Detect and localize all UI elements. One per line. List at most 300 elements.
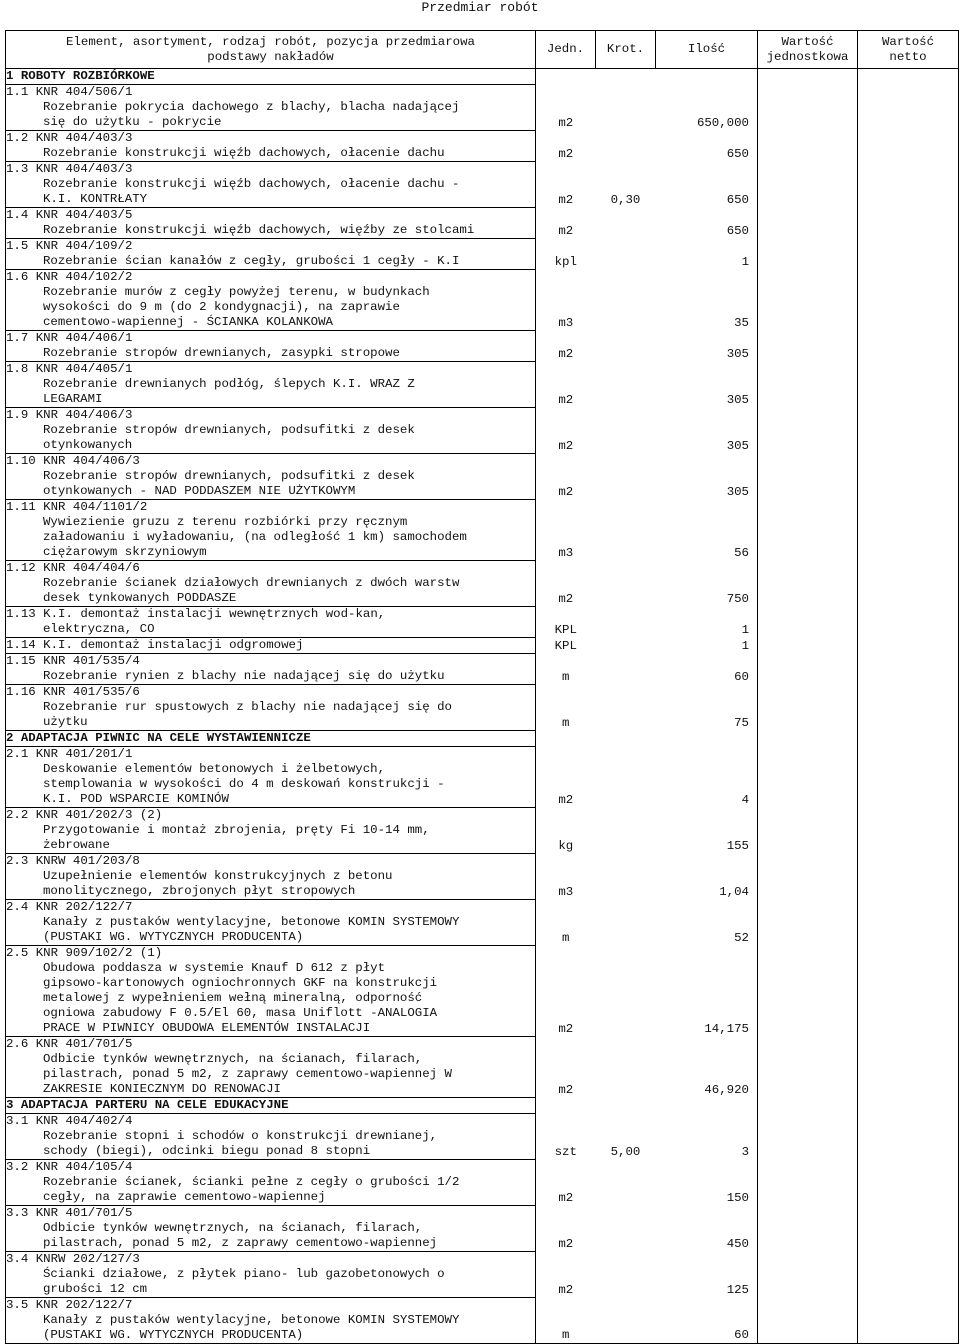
- section-empty-cell: [758, 731, 858, 747]
- item-description-cell: [6, 946, 536, 1037]
- item-description-line: Deskowanie elementów betonowych i żelbetowych,: [43, 762, 386, 776]
- item-code: 2.6 KNR 401/701/5: [6, 1037, 133, 1051]
- item-unit-value: [758, 854, 858, 900]
- item-net-value: [858, 239, 959, 270]
- item-description-cell: [6, 607, 536, 638]
- item-net-value: [858, 208, 959, 239]
- item-unit: m2: [558, 346, 574, 361]
- table-row: [6, 162, 959, 208]
- item-unit: m2: [558, 1282, 574, 1297]
- item-description-line: schody (biegi), odcinki biegu ponad 8 stopni: [43, 1144, 371, 1158]
- table-row: [6, 131, 959, 162]
- item-description-line: (PUSTAKI WG. WYTYCZNYCH PRODUCENTA): [43, 930, 304, 944]
- item-unit: m2: [558, 484, 574, 499]
- item-multiplier: [596, 1328, 656, 1343]
- item-unit: m3: [558, 315, 574, 330]
- item-description-line: Wywiezienie gruzu z terenu rozbiórki przy ręcznym: [43, 515, 408, 529]
- item-net-value: [858, 638, 959, 654]
- table-row: [6, 747, 959, 808]
- item-description-line: otynkowanych: [43, 438, 133, 452]
- header-element: Element, asortyment, rodzaj robót, pozycja przedmiarowa podstawy nakładów: [6, 31, 536, 69]
- item-description-cell: [6, 454, 536, 500]
- item-net-value: [858, 131, 959, 162]
- header-multiplier: Krot.: [596, 31, 656, 69]
- item-quantity: 35: [734, 315, 749, 330]
- item-unit-value: [758, 454, 858, 500]
- item-code: 1.5 KNR 404/109/2: [6, 239, 133, 253]
- section-empty-cell: [858, 731, 959, 747]
- item-description-line: Rozebranie ścianek, ścianki pełne z cegły o grubości 1/2: [43, 1175, 460, 1189]
- item-unit-value: [758, 808, 858, 854]
- item-quantity: 60: [734, 1328, 749, 1342]
- item-quantity: 305: [726, 438, 749, 453]
- item-description-cell: [6, 561, 536, 607]
- section-title: 2 ADAPTACJA PIWNIC NA CELE WYSTAWIENNICZE: [6, 731, 536, 747]
- section-empty-cell: [536, 731, 596, 747]
- item-multiplier: [596, 393, 656, 408]
- item-quantity: 650: [726, 192, 749, 207]
- table-row: [6, 685, 959, 731]
- item-quantity: 650: [726, 223, 749, 238]
- item-description-line: metalowej z wypełnieniem wełną mineralną, odporność: [43, 991, 423, 1005]
- item-description-line: Rozebranie konstrukcji więźb dachowych, ołacenie dachu -: [43, 177, 460, 191]
- section-empty-cell: [656, 731, 758, 747]
- item-unit-value: [758, 85, 858, 131]
- item-unit: m2: [558, 146, 574, 161]
- table-body: [6, 69, 959, 1344]
- item-net-value: [858, 331, 959, 362]
- item-multiplier: [596, 1022, 656, 1037]
- item-unit: m2: [558, 1236, 574, 1251]
- item-description-line: użytku: [43, 715, 88, 729]
- item-description-cell: [6, 654, 536, 685]
- item-code: 1.14 K.I. demontaż instalacji odgromowej: [6, 638, 304, 652]
- header-net-value: Wartość netto: [858, 31, 959, 69]
- item-description-line: Uzupełnienie elementów konstrukcyjnych z betonu: [43, 869, 393, 883]
- item-multiplier: [596, 147, 656, 162]
- item-unit: m2: [558, 1082, 574, 1097]
- section-empty-cell: [536, 69, 596, 85]
- item-code: 1.9 KNR 404/406/3: [6, 408, 133, 422]
- table-row: [6, 331, 959, 362]
- item-unit-value: [758, 946, 858, 1037]
- item-multiplier: [596, 716, 656, 731]
- item-description-cell: [6, 270, 536, 331]
- item-description-cell: [6, 208, 536, 239]
- item-multiplier: [596, 592, 656, 607]
- item-unit-value: [758, 239, 858, 270]
- item-quantity: 1: [741, 622, 749, 637]
- item-net-value: [858, 362, 959, 408]
- item-code: 1.7 KNR 404/406/1: [6, 331, 133, 345]
- item-description-line: Odbicie tynków wewnętrznych, na ścianach, filarach,: [43, 1052, 423, 1066]
- item-unit-value: [758, 685, 858, 731]
- item-description-cell: [6, 162, 536, 208]
- item-description-cell: [6, 808, 536, 854]
- item-unit-value: [758, 208, 858, 239]
- item-quantity: 155: [726, 838, 749, 853]
- item-code: 1.12 KNR 404/404/6: [6, 561, 140, 575]
- table-row: [6, 239, 959, 270]
- table-row: [6, 638, 959, 654]
- item-net-value: [858, 747, 959, 808]
- item-description-cell: [6, 131, 536, 162]
- item-unit: KPL: [554, 638, 577, 653]
- item-description-cell: [6, 1160, 536, 1206]
- table-row: [6, 1298, 959, 1344]
- table-row: [6, 900, 959, 946]
- item-description-line: stemplowania w wysokości do 4 m deskowań konstrukcji -: [43, 777, 445, 791]
- item-description-line: Rozebranie konstrukcji więźb dachowych, więźby ze stolcami: [43, 223, 475, 237]
- item-description-line: Kanały z pustaków wentylacyjne, betonowe KOMIN SYSTEMOWY: [43, 1313, 460, 1327]
- item-description-line: Rozebranie stropów drewnianych, podsufitki z desek: [43, 469, 415, 483]
- item-net-value: [858, 900, 959, 946]
- item-unit: m: [562, 930, 570, 945]
- table-row: [6, 454, 959, 500]
- header-unit: Jedn.: [536, 31, 596, 69]
- item-description-line: Rozebranie rynien z blachy nie nadającej się do użytku: [43, 669, 445, 683]
- section-empty-cell: [596, 1098, 656, 1114]
- section-row: [6, 731, 959, 747]
- item-quantity: 305: [726, 484, 749, 499]
- item-multiplier: [596, 1237, 656, 1252]
- item-description-cell: [6, 854, 536, 900]
- item-unit: m2: [558, 591, 574, 606]
- item-description-line: Rozebranie drewnianych podłóg, ślepych K.I. WRAZ Z: [43, 377, 415, 391]
- item-quantity: 305: [726, 346, 749, 361]
- table-row: [6, 408, 959, 454]
- item-description-line: K.I. KONTRŁATY: [43, 192, 148, 206]
- item-quantity: 650: [726, 146, 749, 161]
- item-description-line: Rozebranie murów z cegły powyżej terenu, w budynkach: [43, 285, 430, 299]
- item-code: 1.8 KNR 404/405/1: [6, 362, 133, 376]
- item-net-value: [858, 454, 959, 500]
- section-empty-cell: [656, 1098, 758, 1114]
- item-description-line: LEGARAMI: [43, 392, 103, 406]
- item-net-value: [858, 808, 959, 854]
- item-multiplier: 0,30: [610, 192, 641, 207]
- item-code: 3.2 KNR 404/105/4: [6, 1160, 133, 1174]
- item-description-cell: [6, 1206, 536, 1252]
- section-empty-cell: [596, 731, 656, 747]
- item-description-line: pilastrach, ponad 5 m2, z zaprawy cementowo-wapiennej W: [43, 1067, 452, 1081]
- item-description-line: Rozebranie stropów drewnianych, podsufitki z desek: [43, 423, 415, 437]
- item-unit: KPL: [554, 622, 577, 637]
- item-net-value: [858, 1252, 959, 1298]
- table-row: [6, 1160, 959, 1206]
- table-row: [6, 362, 959, 408]
- item-net-value: [858, 270, 959, 331]
- item-unit: m2: [558, 1021, 574, 1036]
- item-quantity: 4: [741, 792, 749, 807]
- table-row: [6, 1037, 959, 1098]
- item-quantity: 125: [726, 1282, 749, 1297]
- item-net-value: [858, 1114, 959, 1160]
- item-net-value: [858, 162, 959, 208]
- item-net-value: [858, 1160, 959, 1206]
- item-unit: m2: [558, 192, 574, 207]
- item-description-line: ogniowa zabudowy F 0.5/El 60, masa Uniflott -ANALOGIA: [43, 1006, 438, 1020]
- item-unit-value: [758, 654, 858, 685]
- item-unit-value: [758, 131, 858, 162]
- item-description-line: K.I. POD WSPARCIE KOMINÓW: [43, 792, 229, 806]
- item-quantity: 1: [741, 254, 749, 269]
- item-multiplier: [596, 793, 656, 808]
- item-quantity: 52: [734, 930, 749, 945]
- item-unit-value: [758, 1037, 858, 1098]
- item-unit-value: [758, 331, 858, 362]
- item-quantity: 60: [734, 669, 749, 684]
- item-description-cell: [6, 747, 536, 808]
- item-net-value: [858, 607, 959, 638]
- item-description-line: grubości 12 cm: [43, 1282, 148, 1296]
- item-multiplier: [596, 670, 656, 685]
- item-quantity: 1,04: [719, 884, 749, 899]
- section-row: [6, 69, 959, 85]
- item-description-cell: [6, 408, 536, 454]
- item-multiplier: [596, 546, 656, 561]
- table-row: [6, 208, 959, 239]
- item-quantity: 1: [741, 638, 749, 653]
- cost-estimate-table: [5, 30, 959, 1344]
- item-unit: kg: [558, 838, 574, 853]
- item-multiplier: [596, 116, 656, 131]
- item-unit: m2: [558, 392, 574, 407]
- section-row: [6, 1098, 959, 1114]
- item-unit-value: [758, 408, 858, 454]
- table-row: [6, 808, 959, 854]
- item-description-cell: [6, 85, 536, 131]
- item-quantity: 305: [726, 392, 749, 407]
- item-description-line: żebrowane: [43, 838, 110, 852]
- table-header-row: [6, 31, 959, 69]
- item-multiplier: [596, 1191, 656, 1206]
- item-description-line: cementowo-wapiennej - ŚCIANKA KOLANKOWA: [43, 315, 333, 329]
- item-description-line: Kanały z pustaków wentylacyjne, betonowe KOMIN SYSTEMOWY: [43, 915, 460, 929]
- item-quantity: 75: [734, 715, 749, 730]
- item-quantity: 650,000: [696, 115, 749, 130]
- item-description-cell: [6, 500, 536, 561]
- item-description-line: otynkowanych - NAD PODDASZEM NIE UŻYTKOWYM: [43, 484, 356, 498]
- table-row: [6, 1206, 959, 1252]
- item-description-cell: [6, 1252, 536, 1298]
- item-description-line: (PUSTAKI WG. WYTYCZNYCH PRODUCENTA): [43, 1328, 304, 1342]
- item-description-line: ciężarowym skrzyniowym: [43, 545, 207, 559]
- item-quantity: 14,175: [704, 1021, 749, 1036]
- table-row: [6, 607, 959, 638]
- item-unit-value: [758, 1114, 858, 1160]
- table-row: [6, 654, 959, 685]
- item-unit-value: [758, 747, 858, 808]
- item-multiplier: [596, 839, 656, 854]
- item-description-line: pilastrach, ponad 5 m2, z zaprawy cementowo-wapiennej: [43, 1236, 438, 1250]
- item-code: 1.11 KNR 404/1101/2: [6, 500, 148, 514]
- item-unit-value: [758, 638, 858, 654]
- header-unit-value: Wartość jednostkowa: [758, 31, 858, 69]
- item-multiplier: [596, 347, 656, 362]
- item-code: 1.15 KNR 401/535/4: [6, 654, 140, 668]
- item-code: 1.16 KNR 401/535/6: [6, 685, 140, 699]
- item-quantity: 46,920: [704, 1082, 749, 1097]
- item-description-cell: [6, 331, 536, 362]
- item-unit: m2: [558, 223, 574, 238]
- item-description-line: Ścianki działowe, z płytek piano- lub gazobetonowych o: [43, 1267, 445, 1281]
- item-description-line: cegły, na zaprawie cementowo-wapiennej: [43, 1190, 326, 1204]
- item-description-line: Rozebranie konstrukcji więźb dachowych, ołacenie dachu: [43, 146, 445, 160]
- item-unit: m: [562, 669, 570, 684]
- table-row: [6, 854, 959, 900]
- item-unit-value: [758, 607, 858, 638]
- item-code: 2.5 KNR 909/102/2 (1): [6, 946, 163, 960]
- item-description-line: Rozebranie ścianek działowych drewnianych z dwóch warstw: [43, 576, 460, 590]
- item-unit-value: [758, 1298, 858, 1344]
- item-description-line: wysokości do 9 m (do 2 kondygnacji), na zaprawie: [43, 300, 400, 314]
- item-description-cell: [6, 239, 536, 270]
- table-row: [6, 1114, 959, 1160]
- item-code: 2.4 KNR 202/122/7: [6, 900, 133, 914]
- item-multiplier: [596, 255, 656, 270]
- item-description-line: załadowaniu i wyładowaniu, (na odległość 1 km) samochodem: [43, 530, 467, 544]
- item-code: 2.2 KNR 401/202/3 (2): [6, 808, 163, 822]
- item-unit-value: [758, 900, 858, 946]
- item-net-value: [858, 854, 959, 900]
- item-multiplier: [596, 224, 656, 239]
- item-description-line: Przygotowanie i montaż zbrojenia, pręty Fi 10-14 mm,: [43, 823, 430, 837]
- item-code: 2.1 KNR 401/201/1: [6, 747, 133, 761]
- item-description-line: PRACE W PIWNICY OBUDOWA ELEMENTÓW INSTALACJI: [43, 1021, 371, 1035]
- item-code: 2.3 KNRW 401/203/8: [6, 854, 140, 868]
- item-description-cell: [6, 1298, 536, 1344]
- item-description-line: elektryczna, CO: [43, 622, 155, 636]
- table-row: [6, 85, 959, 131]
- section-empty-cell: [858, 1098, 959, 1114]
- item-code: 1.6 KNR 404/102/2: [6, 270, 133, 284]
- table-row: [6, 1252, 959, 1298]
- item-description-cell: [6, 1114, 536, 1160]
- section-title: 1 ROBOTY ROZBIÓRKOWE: [6, 69, 536, 85]
- item-net-value: [858, 1206, 959, 1252]
- item-description-line: Rozebranie stopni i schodów o konstrukcji drewnianej,: [43, 1129, 438, 1143]
- table-row: [6, 270, 959, 331]
- item-quantity: 3: [741, 1144, 749, 1159]
- header-quantity: Ilość: [656, 31, 758, 69]
- item-description-line: gipsowo-kartonowych ogniochronnych GKF na konstrukcji: [43, 976, 438, 990]
- item-net-value: [858, 85, 959, 131]
- item-multiplier: [596, 623, 656, 638]
- item-description-line: desek tynkowanych PODDASZE: [43, 591, 237, 605]
- item-unit: m: [562, 1328, 570, 1342]
- item-net-value: [858, 500, 959, 561]
- item-description-line: się do użytku - pokrycie: [43, 115, 222, 129]
- item-description-line: Rozebranie stropów drewnianych, zasypki stropowe: [43, 346, 400, 360]
- page-title: Przedmiar robót: [421, 0, 539, 15]
- item-quantity: 56: [734, 545, 749, 560]
- item-unit-value: [758, 1206, 858, 1252]
- item-net-value: [858, 408, 959, 454]
- item-multiplier: [596, 316, 656, 331]
- item-unit: m: [562, 715, 570, 730]
- item-quantity: 450: [726, 1236, 749, 1251]
- item-unit-value: [758, 1252, 858, 1298]
- section-empty-cell: [858, 69, 959, 85]
- item-unit-value: [758, 1160, 858, 1206]
- section-empty-cell: [758, 1098, 858, 1114]
- item-unit: m2: [558, 1190, 574, 1205]
- table-row: [6, 946, 959, 1037]
- item-quantity: 750: [726, 591, 749, 606]
- item-net-value: [858, 685, 959, 731]
- item-description-line: ZAKRESIE KONIECZNYM DO RENOWACJI: [43, 1082, 281, 1096]
- item-code: 3.4 KNRW 202/127/3: [6, 1252, 140, 1266]
- item-unit: m3: [558, 545, 574, 560]
- item-net-value: [858, 1298, 959, 1344]
- item-unit: szt: [554, 1144, 577, 1159]
- item-quantity: 150: [726, 1190, 749, 1205]
- section-empty-cell: [656, 69, 758, 85]
- item-code: 3.5 KNR 202/122/7: [6, 1298, 133, 1312]
- item-code: 1.3 KNR 404/403/3: [6, 162, 133, 176]
- item-description-cell: [6, 685, 536, 731]
- item-net-value: [858, 1037, 959, 1098]
- item-description-line: Odbicie tynków wewnętrznych, na ścianach, filarach,: [43, 1221, 423, 1235]
- table-row: [6, 561, 959, 607]
- section-title: 3 ADAPTACJA PARTERU NA CELE EDUKACYJNE: [6, 1098, 536, 1114]
- item-code: 3.3 KNR 401/701/5: [6, 1206, 133, 1220]
- item-description-line: Rozebranie ścian kanałów z cegły, grubości 1 cegły - K.I: [43, 254, 460, 268]
- section-empty-cell: [536, 1098, 596, 1114]
- item-multiplier: [596, 1083, 656, 1098]
- item-code: 1.10 KNR 404/406/3: [6, 454, 140, 468]
- item-unit: m3: [558, 884, 574, 899]
- item-code: 1.4 KNR 404/403/5: [6, 208, 133, 222]
- item-code: 1.1 KNR 404/506/1: [6, 85, 133, 99]
- section-empty-cell: [596, 69, 656, 85]
- item-code: 3.1 KNR 404/402/4: [6, 1114, 133, 1128]
- section-empty-cell: [758, 69, 858, 85]
- item-description-cell: [6, 362, 536, 408]
- item-description-line: Obudowa poddasza w systemie Knauf D 612 z płyt: [43, 961, 386, 975]
- item-unit-value: [758, 362, 858, 408]
- item-unit-value: [758, 162, 858, 208]
- item-unit: m2: [558, 115, 574, 130]
- item-unit: m2: [558, 792, 574, 807]
- item-multiplier: 5,00: [610, 1144, 641, 1159]
- item-description-cell: [6, 1037, 536, 1098]
- item-multiplier: [596, 885, 656, 900]
- item-unit-value: [758, 500, 858, 561]
- item-code: 1.2 KNR 404/403/3: [6, 131, 133, 145]
- item-multiplier: [596, 485, 656, 500]
- item-description-line: Rozebranie rur spustowych z blachy nie nadającej się do: [43, 700, 452, 714]
- item-unit-value: [758, 270, 858, 331]
- item-code: 1.13 K.I. demontaż instalacji wewnętrznych wod-kan,: [6, 607, 386, 621]
- item-description-line: monolitycznego, zbrojonych płyt stropowych: [43, 884, 356, 898]
- item-description-cell: [6, 900, 536, 946]
- table-row: [6, 500, 959, 561]
- item-multiplier: [596, 639, 656, 654]
- item-multiplier: [596, 439, 656, 454]
- item-net-value: [858, 946, 959, 1037]
- item-multiplier: [596, 1283, 656, 1298]
- item-unit: m2: [558, 438, 574, 453]
- item-unit-value: [758, 561, 858, 607]
- item-net-value: [858, 654, 959, 685]
- item-description-line: Rozebranie pokrycia dachowego z blachy, blacha nadającej: [43, 100, 460, 114]
- item-unit: kpl: [554, 254, 577, 269]
- item-description-cell: [6, 638, 536, 654]
- item-multiplier: [596, 931, 656, 946]
- item-net-value: [858, 561, 959, 607]
